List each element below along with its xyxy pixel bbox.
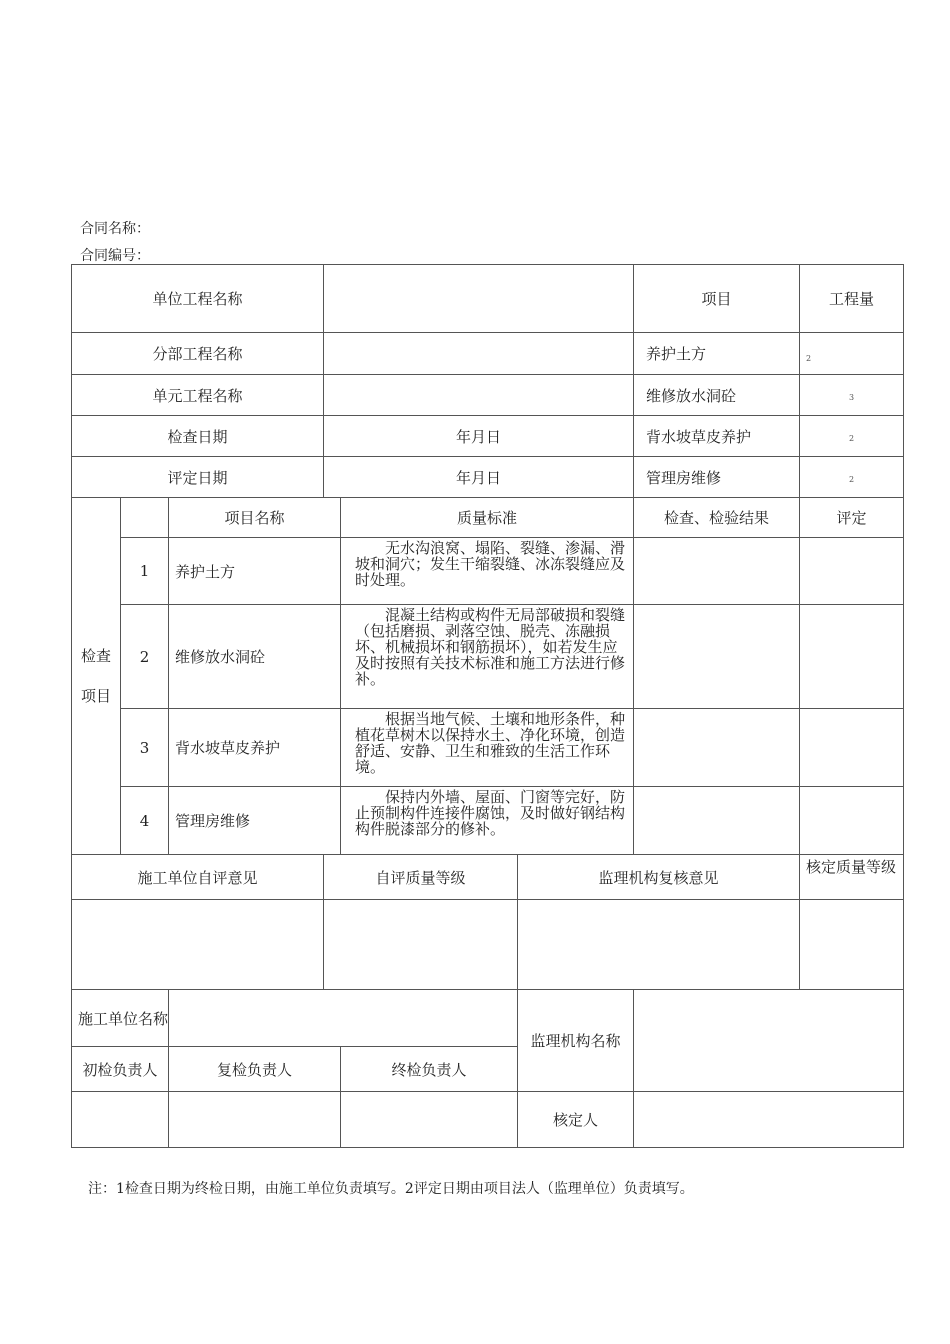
sub-project-label: 分部工程名称 [72, 333, 324, 375]
contract-name-label: 合同名称： [80, 221, 150, 237]
row-number: 3 [121, 709, 169, 787]
qty-item-name: 管理房维修 [634, 457, 800, 498]
qty-item-value: 3 [848, 393, 855, 402]
final-check-label: 终检负责人 [341, 1047, 518, 1092]
row-result-cell[interactable] [634, 787, 800, 855]
row-number: 4 [121, 787, 169, 855]
qty-item-name: 维修放水洞砼 [634, 375, 800, 416]
supervisor-name-label: 监理机构名称 [518, 990, 634, 1092]
check-items-label: 检查 项目 [72, 498, 121, 855]
number-column-header [121, 498, 169, 538]
row-number: 1 [121, 538, 169, 605]
self-grade-label: 自评质量等级 [324, 855, 518, 900]
row-quality-standard: 根据当地气候、土壤和地形条件，种植花草树木以保持水土、净化环境，创造舒适、安静、卫生和雅致的生活工作环境。 [341, 709, 634, 787]
row-item-name: 养护土方 [169, 538, 341, 605]
verifier-label: 核定人 [518, 1092, 634, 1148]
supervisor-review-label: 监理机构复核意见 [518, 855, 800, 900]
self-grade-cell[interactable] [324, 900, 518, 990]
row-item-name: 背水坡草皮养护 [169, 709, 341, 787]
quantity-column-header: 工程量 [800, 265, 904, 333]
contract-number-label: 合同编号： [80, 248, 150, 264]
eval-date-value[interactable]: 年月日 [324, 457, 634, 498]
final-check-cell[interactable] [341, 1092, 518, 1148]
re-check-label: 复检负责人 [169, 1047, 341, 1092]
self-eval-opinion-cell[interactable] [72, 900, 324, 990]
row-item-name: 管理房维修 [169, 787, 341, 855]
re-check-cell[interactable] [169, 1092, 341, 1148]
footnote: 注：1检查日期为终检日期，由施工单位负责填写。2评定日期由项目法人（监理单位）负责填写。 [88, 1181, 694, 1197]
row-quality-standard: 保持内外墙、屋面、门窗等完好，防止预制构件连接件腐蚀，及时做好钢结构构件脱漆部分的修补。 [341, 787, 634, 855]
row-number: 2 [121, 605, 169, 709]
row-result-cell[interactable] [634, 709, 800, 787]
element-project-value[interactable] [324, 375, 634, 416]
item-column-header: 项目 [634, 265, 800, 333]
self-eval-opinion-label: 施工单位自评意见 [72, 855, 324, 900]
quality-evaluation-table [71, 264, 904, 1148]
row-evaluation-cell[interactable] [800, 538, 904, 605]
verified-grade-cell[interactable] [800, 900, 904, 990]
unit-project-label: 单位工程名称 [72, 265, 324, 333]
supervisor-name-cell[interactable] [634, 990, 904, 1092]
qty-item-name: 养护土方 [634, 333, 800, 375]
row-evaluation-cell[interactable] [800, 709, 904, 787]
verified-grade-label: 核定质量等级 [800, 855, 904, 900]
item-name-column-header: 项目名称 [169, 498, 341, 538]
first-check-cell[interactable] [72, 1092, 169, 1148]
eval-date-label: 评定日期 [72, 457, 324, 498]
unit-project-value[interactable] [324, 265, 634, 333]
row-quality-standard: 混凝土结构或构件无局部破损和裂缝（包括磨损、剥落空蚀、脱壳、冻融损坏、机械损坏和钢筋损坏），如若发生应及时按照有关技术标准和施工方法进行修补。 [341, 605, 634, 709]
evaluation-column-header: 评定 [800, 498, 904, 538]
element-project-label: 单元工程名称 [72, 375, 324, 416]
qty-item-value: 2 [806, 354, 812, 363]
verifier-cell[interactable] [634, 1092, 904, 1148]
sub-project-value[interactable] [324, 333, 634, 375]
contractor-name-label: 施工单位名称 [72, 990, 169, 1047]
row-result-cell[interactable] [634, 605, 800, 709]
row-evaluation-cell[interactable] [800, 605, 904, 709]
qty-item-value: 2 [848, 475, 855, 484]
standard-column-header: 质量标准 [341, 498, 634, 538]
supervisor-review-cell[interactable] [518, 900, 800, 990]
qty-item-name: 背水坡草皮养护 [634, 416, 800, 457]
check-date-label: 检查日期 [72, 416, 324, 457]
row-item-name: 维修放水洞砼 [169, 605, 341, 709]
result-column-header: 检查、检验结果 [634, 498, 800, 538]
contractor-name-cell[interactable] [169, 990, 518, 1047]
first-check-label: 初检负责人 [72, 1047, 169, 1092]
row-evaluation-cell[interactable] [800, 787, 904, 855]
row-quality-standard: 无水沟浪窝、塌陷、裂缝、渗漏、滑坡和洞穴；发生干缩裂缝、冰冻裂缝应及时处理。 [341, 538, 634, 605]
check-date-value[interactable]: 年月日 [324, 416, 634, 457]
qty-item-value: 2 [848, 434, 855, 443]
row-result-cell[interactable] [634, 538, 800, 605]
